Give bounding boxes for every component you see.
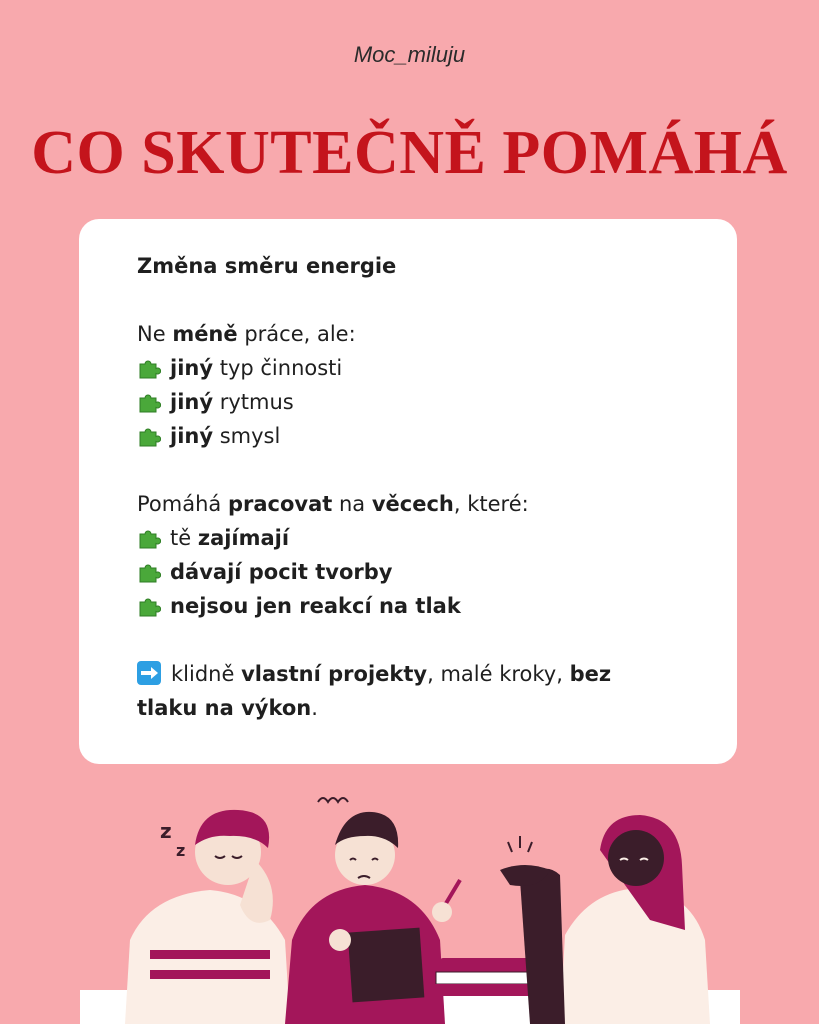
book-icon bbox=[348, 928, 425, 1003]
scribble-icon bbox=[318, 798, 348, 802]
sleep-z-icon: z bbox=[176, 841, 186, 860]
stress-lines-icon bbox=[508, 836, 532, 852]
list-item: jiný rytmus bbox=[137, 385, 657, 419]
tired-person-left bbox=[125, 810, 290, 1024]
list-item: dávají pocit tvorby bbox=[137, 555, 657, 589]
puzzle-piece-icon bbox=[137, 594, 161, 618]
intro-line: Ne méně práce, ale: bbox=[137, 322, 356, 346]
puzzle-piece-icon bbox=[137, 560, 161, 584]
pen-icon bbox=[445, 880, 460, 905]
list-item: nejsou jen reakcí na tlak bbox=[137, 589, 657, 623]
list-item: tě zajímají bbox=[137, 521, 657, 555]
content-card bbox=[79, 219, 737, 764]
card-content bbox=[137, 249, 657, 725]
puzzle-piece-icon bbox=[137, 356, 161, 380]
puzzle-piece-icon bbox=[137, 526, 161, 550]
puzzle-piece-icon bbox=[137, 424, 161, 448]
sleep-z-icon: z bbox=[160, 819, 172, 843]
right-arrow-icon bbox=[137, 661, 161, 685]
list-item: jiný typ činnosti bbox=[137, 351, 657, 385]
frustrated-person-right bbox=[500, 815, 710, 1024]
list-item: jiný smysl bbox=[137, 419, 657, 453]
puzzle-piece-icon bbox=[137, 390, 161, 414]
illustration-tired-people bbox=[0, 790, 819, 1024]
final-line: klidně vlastní projekty, malé kroky, bez tlaku na výkon. bbox=[137, 662, 612, 720]
intro2-line: Pomáhá pracovat na věcech, které: bbox=[137, 492, 529, 516]
card-heading: Změna směru energie bbox=[137, 254, 397, 278]
page-title: CO SKUTEČNĚ POMÁHÁ bbox=[31, 119, 788, 187]
account-handle: Moc_miluju bbox=[353, 42, 466, 67]
book-stack bbox=[432, 958, 532, 996]
